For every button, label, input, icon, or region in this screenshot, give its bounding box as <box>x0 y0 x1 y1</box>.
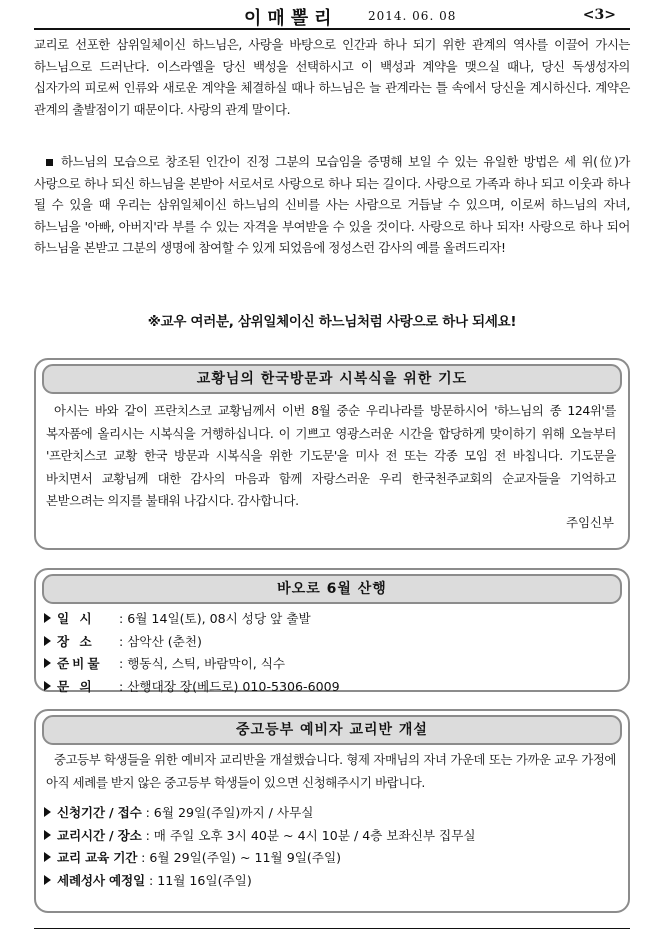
triangle-bullet-icon <box>44 681 51 691</box>
list-item <box>44 847 628 870</box>
catechism-section-body: 중고등부 학생들을 위한 예비자 교리반을 개설했습니다. 형제 자매님의 자녀 가운데 또는 가까운 교우 가정에 아직 세례를 받지 않은 중고등부 학생들이 있으면 신청해주시기 바랍니다. <box>46 752 616 790</box>
catechism-item-value: : 11월 16일(주일) <box>144 872 252 888</box>
header-divider <box>34 28 630 30</box>
hiking-item-value: : 산행대장 장(베드로) 010-5306-6009 <box>119 678 340 694</box>
catechism-item-value: : 6월 29일(주일) ~ 11월 9일(주일) <box>137 850 342 865</box>
catechism-item-value: : 매 주일 오후 3시 40분 ~ 4시 10분 / 4층 보좌신부 집무실 <box>141 827 476 843</box>
hiking-item-value: : 6월 14일(토), 08시 성당 앞 출발 <box>119 611 311 626</box>
catechism-section-title: 중고등부 예비자 교리반 개설 <box>42 715 622 745</box>
intro-paragraph-1: 교리로 선포한 삼위일체이신 하느님은, 사랑을 바탕으로 인간과 하나 되기 위한 관계의 역사를 이끌어 가시는 하느님으로 드러난다. 이스라엘을 당신 백성을 선택하시고 이 백성과 계약을 맺으실 때나, 당신 독생성자의 십자가의 피로써 인류와 새로운 계약을 체결하실 때나 하느님은 늘 관계라는 틀 속에서 당신을 계시하신다. 계약은 관계의 출발점이기 때문이다. 사랑의 관계 말이다. <box>34 37 630 117</box>
signature: 주임신부 <box>566 514 614 530</box>
hiking-item-label: 일 시 <box>57 611 95 626</box>
bulletin-title: 이매뽈리 <box>244 8 338 29</box>
issue-date: 2014. 06. 08 <box>368 9 457 23</box>
catechism-item-label: 세례성사 예정일 <box>57 872 145 888</box>
prayer-section-title: 교황님의 한국방문과 시복식을 위한 기도 <box>42 364 622 394</box>
triangle-bullet-icon <box>44 636 51 646</box>
triangle-bullet-icon <box>44 875 51 885</box>
list-item <box>44 802 628 825</box>
catechism-item-label: 신청기간 / 접수 <box>57 805 142 820</box>
list-item <box>44 870 628 893</box>
catechism-item-label: 교리시간 / 장소 <box>57 827 142 843</box>
hiking-item-value: : 행동식, 스틱, 바람막이, 식수 <box>119 656 286 671</box>
catechism-info-list <box>36 802 628 892</box>
catechism-item-label: 교리 교육 기간 <box>57 850 138 865</box>
intro-paragraph-2-text: 하느님의 모습으로 창조된 인간이 진정 그분의 모습임을 증명해 보일 수 있는 유일한 방법은 세 위(位)가 사랑으로 하나 되신 하느님을 본받아 서로서로 사랑으로 하나 되는 길이다. 사랑으로 가족과 하나 되고 이웃과 하나 될 수 있을 때 우리는 삼위일체이신 하느님의 신비를 사는 사람으로 거듭날 수 있으며, 이로써 하느님의 자녀, 하느님을 '아빠, 아버지'라 부를 수 있는 자격을 부여받을 수 있을 것이다. 사랑으로 하나 되자! 사랑으로 하나 되어 하느님을 본받고 그분의 생명에 참여할 수 있게 되었음에 정성스런 감사의 예를 올려드리자! <box>34 154 630 255</box>
triangle-bullet-icon <box>44 613 51 623</box>
hiking-item-label: 준비물 <box>57 656 103 671</box>
triangle-bullet-icon <box>44 658 51 668</box>
prayer-section <box>34 358 630 550</box>
list-item <box>44 676 628 699</box>
callout-text: ※교우 여러분, 삼위일체이신 하느님처럼 사랑으로 하나 되세요! <box>147 314 517 330</box>
list-item <box>44 608 628 631</box>
triangle-bullet-icon <box>44 807 51 817</box>
intro-paragraph-2 <box>34 151 630 259</box>
hiking-section <box>34 568 630 692</box>
hiking-info-list <box>36 608 628 698</box>
list-item <box>44 825 628 848</box>
hiking-item-value: : 삼악산 (춘천) <box>119 633 202 649</box>
page-header <box>34 4 630 30</box>
hiking-item-label: 장 소 <box>57 633 95 649</box>
hiking-section-title: 바오로 6월 산행 <box>42 574 622 604</box>
triangle-bullet-icon <box>44 830 51 840</box>
catechism-section <box>34 709 630 913</box>
list-item <box>44 653 628 676</box>
footer-divider <box>34 928 630 929</box>
catechism-item-value: : 6월 29일(주일)까지 / 사무실 <box>141 805 314 820</box>
list-item <box>44 631 628 654</box>
prayer-section-body: 아시는 바와 같이 프란치스코 교황님께서 이번 8월 중순 우리나라를 방문하시어 '하느님의 종 124위'를 복자품에 올리시는 시복식을 거행하십니다. 이 기쁘고 영광스러운 시간을 합당하게 맞이하기 위해 오늘부터 '프란치스코 교황 한국 방문과 시복식을 위한 기도문'을 미사 전 또는 각종 모임 전 바칩니다. 기도문을 바치면서 교황님께 대한 감사의 마음과 함께 자랑스러운 우리 한국천주교회의 순교자들을 기억하고 본받으려는 의지를 불태워 나갑시다. 감사합니다. <box>46 403 616 508</box>
hiking-item-label: 문 의 <box>57 678 95 694</box>
page-number: <3> <box>582 7 616 23</box>
triangle-bullet-icon <box>44 852 51 862</box>
square-bullet-icon <box>46 159 53 166</box>
